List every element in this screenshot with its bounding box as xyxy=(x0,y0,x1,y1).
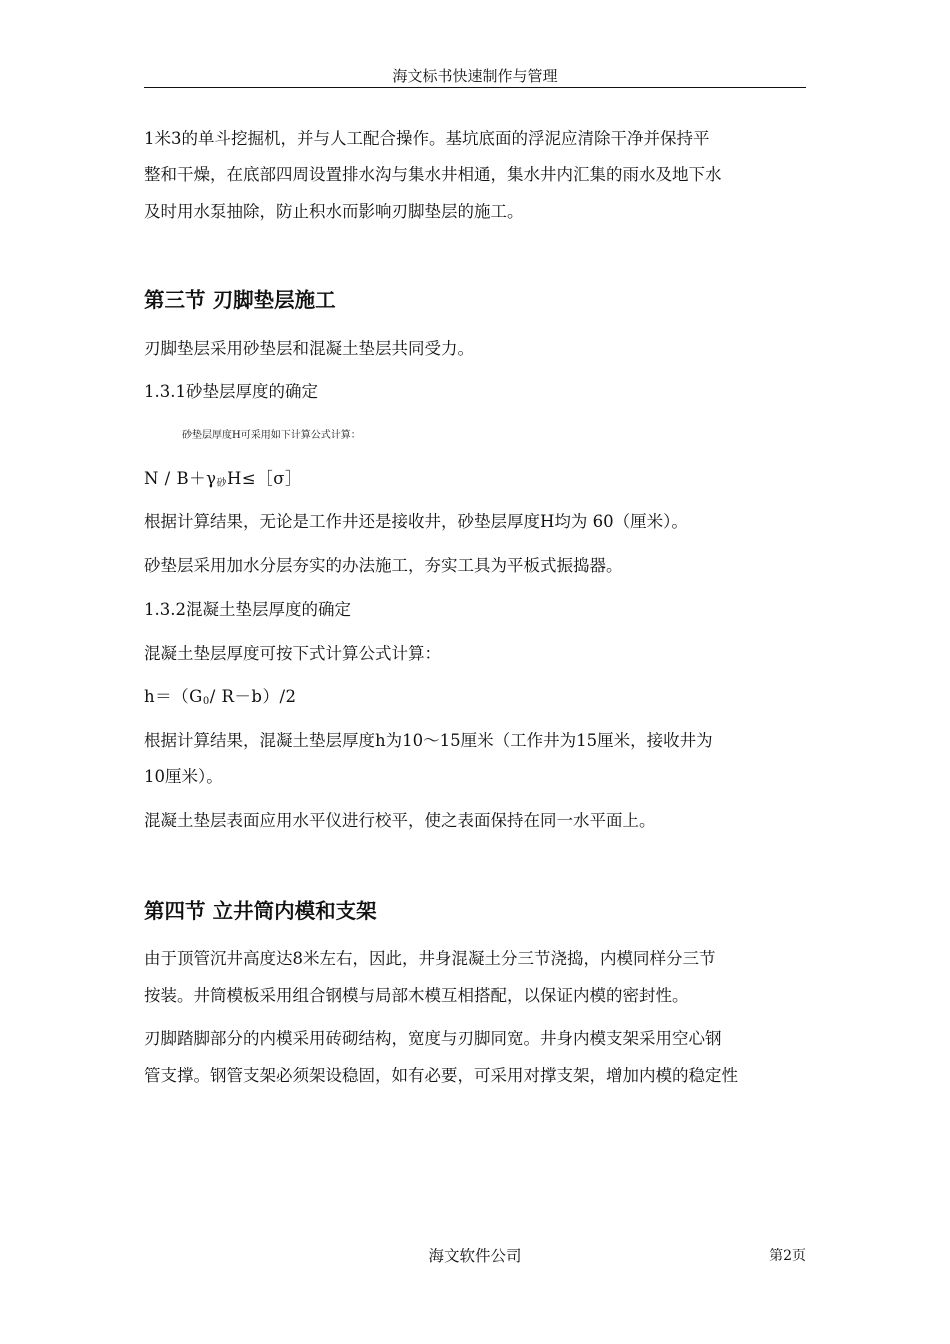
paragraph-line: 整和干燥，在底部四周设置排水沟与集水井相通，集水井内汇集的雨水及地下水 xyxy=(144,165,722,184)
paragraph-line: 刃脚踏脚部分的内模采用砖砌结构，宽度与刃脚同宽。井身内模支架采用空心钢 xyxy=(144,1029,722,1048)
paragraph-line: 砂垫层采用加水分层夯实的办法施工，夯实工具为平板式振捣器。 xyxy=(144,556,623,575)
paragraph-line: 根据计算结果，无论是工作井还是接收井，砂垫层厚度H均为 60（厘米）。 xyxy=(144,512,688,531)
paragraph-line: 混凝土垫层厚度可按下式计算公式计算： xyxy=(144,644,441,663)
paragraph-line: 及时用水泵抽除，防止积水而影响刃脚垫层的施工。 xyxy=(144,202,524,221)
paragraph-line: 按装。井筒模板采用组合钢模与局部木模互相搭配，以保证内模的密封性。 xyxy=(144,986,689,1005)
page-header-title: 海文标书快速制作与管理 xyxy=(392,67,558,85)
formula-subscript: 0 xyxy=(202,696,210,707)
paragraph-line: 混凝土垫层表面应用水平仪进行校平，使之表面保持在同一水平面上。 xyxy=(144,811,656,830)
formula-part: H≤［σ］ xyxy=(226,469,302,488)
header-divider xyxy=(144,87,806,88)
section-heading-3: 第三节 刃脚垫层施工 xyxy=(144,288,336,312)
paragraph-line: 砂垫层厚度H可采用如下计算公式计算： xyxy=(182,430,361,441)
subsection-title: 1.3.1砂垫层厚度的确定 xyxy=(144,382,318,401)
formula-part: / R－b）/2 xyxy=(209,687,297,706)
paragraph-line: 1米3的单斗挖掘机，并与人工配合操作。基坑底面的浮泥应清除干净并保持平 xyxy=(144,129,710,148)
paragraph-line: 10厘米）。 xyxy=(144,767,223,786)
formula-part: h＝（G xyxy=(144,687,203,706)
formula-part: N / B＋γ xyxy=(144,469,217,488)
paragraph-line: 根据计算结果，混凝土垫层厚度h为10～15厘米（工作井为15厘米，接收井为 xyxy=(144,731,713,750)
paragraph-line: 由于顶管沉井高度达8米左右，因此，井身混凝土分三节浇捣，内模同样分三节 xyxy=(144,949,716,968)
page-number: 第2页 xyxy=(769,1248,806,1264)
paragraph-line: 刃脚垫层采用砂垫层和混凝土垫层共同受力。 xyxy=(144,339,474,358)
formula-sand-cushion xyxy=(144,468,806,495)
subsection-title: 1.3.2混凝土垫层厚度的确定 xyxy=(144,600,351,619)
footer-company: 海文软件公司 xyxy=(428,1247,522,1265)
formula-concrete-cushion xyxy=(144,686,806,713)
section-heading-4: 第四节 立井筒内模和支架 xyxy=(144,899,377,923)
paragraph-line: 管支撑。钢管支架必须架设稳固，如有必要，可采用对撑支架，增加内模的稳定性 xyxy=(144,1066,738,1085)
formula-subscript: 砂 xyxy=(216,478,227,489)
